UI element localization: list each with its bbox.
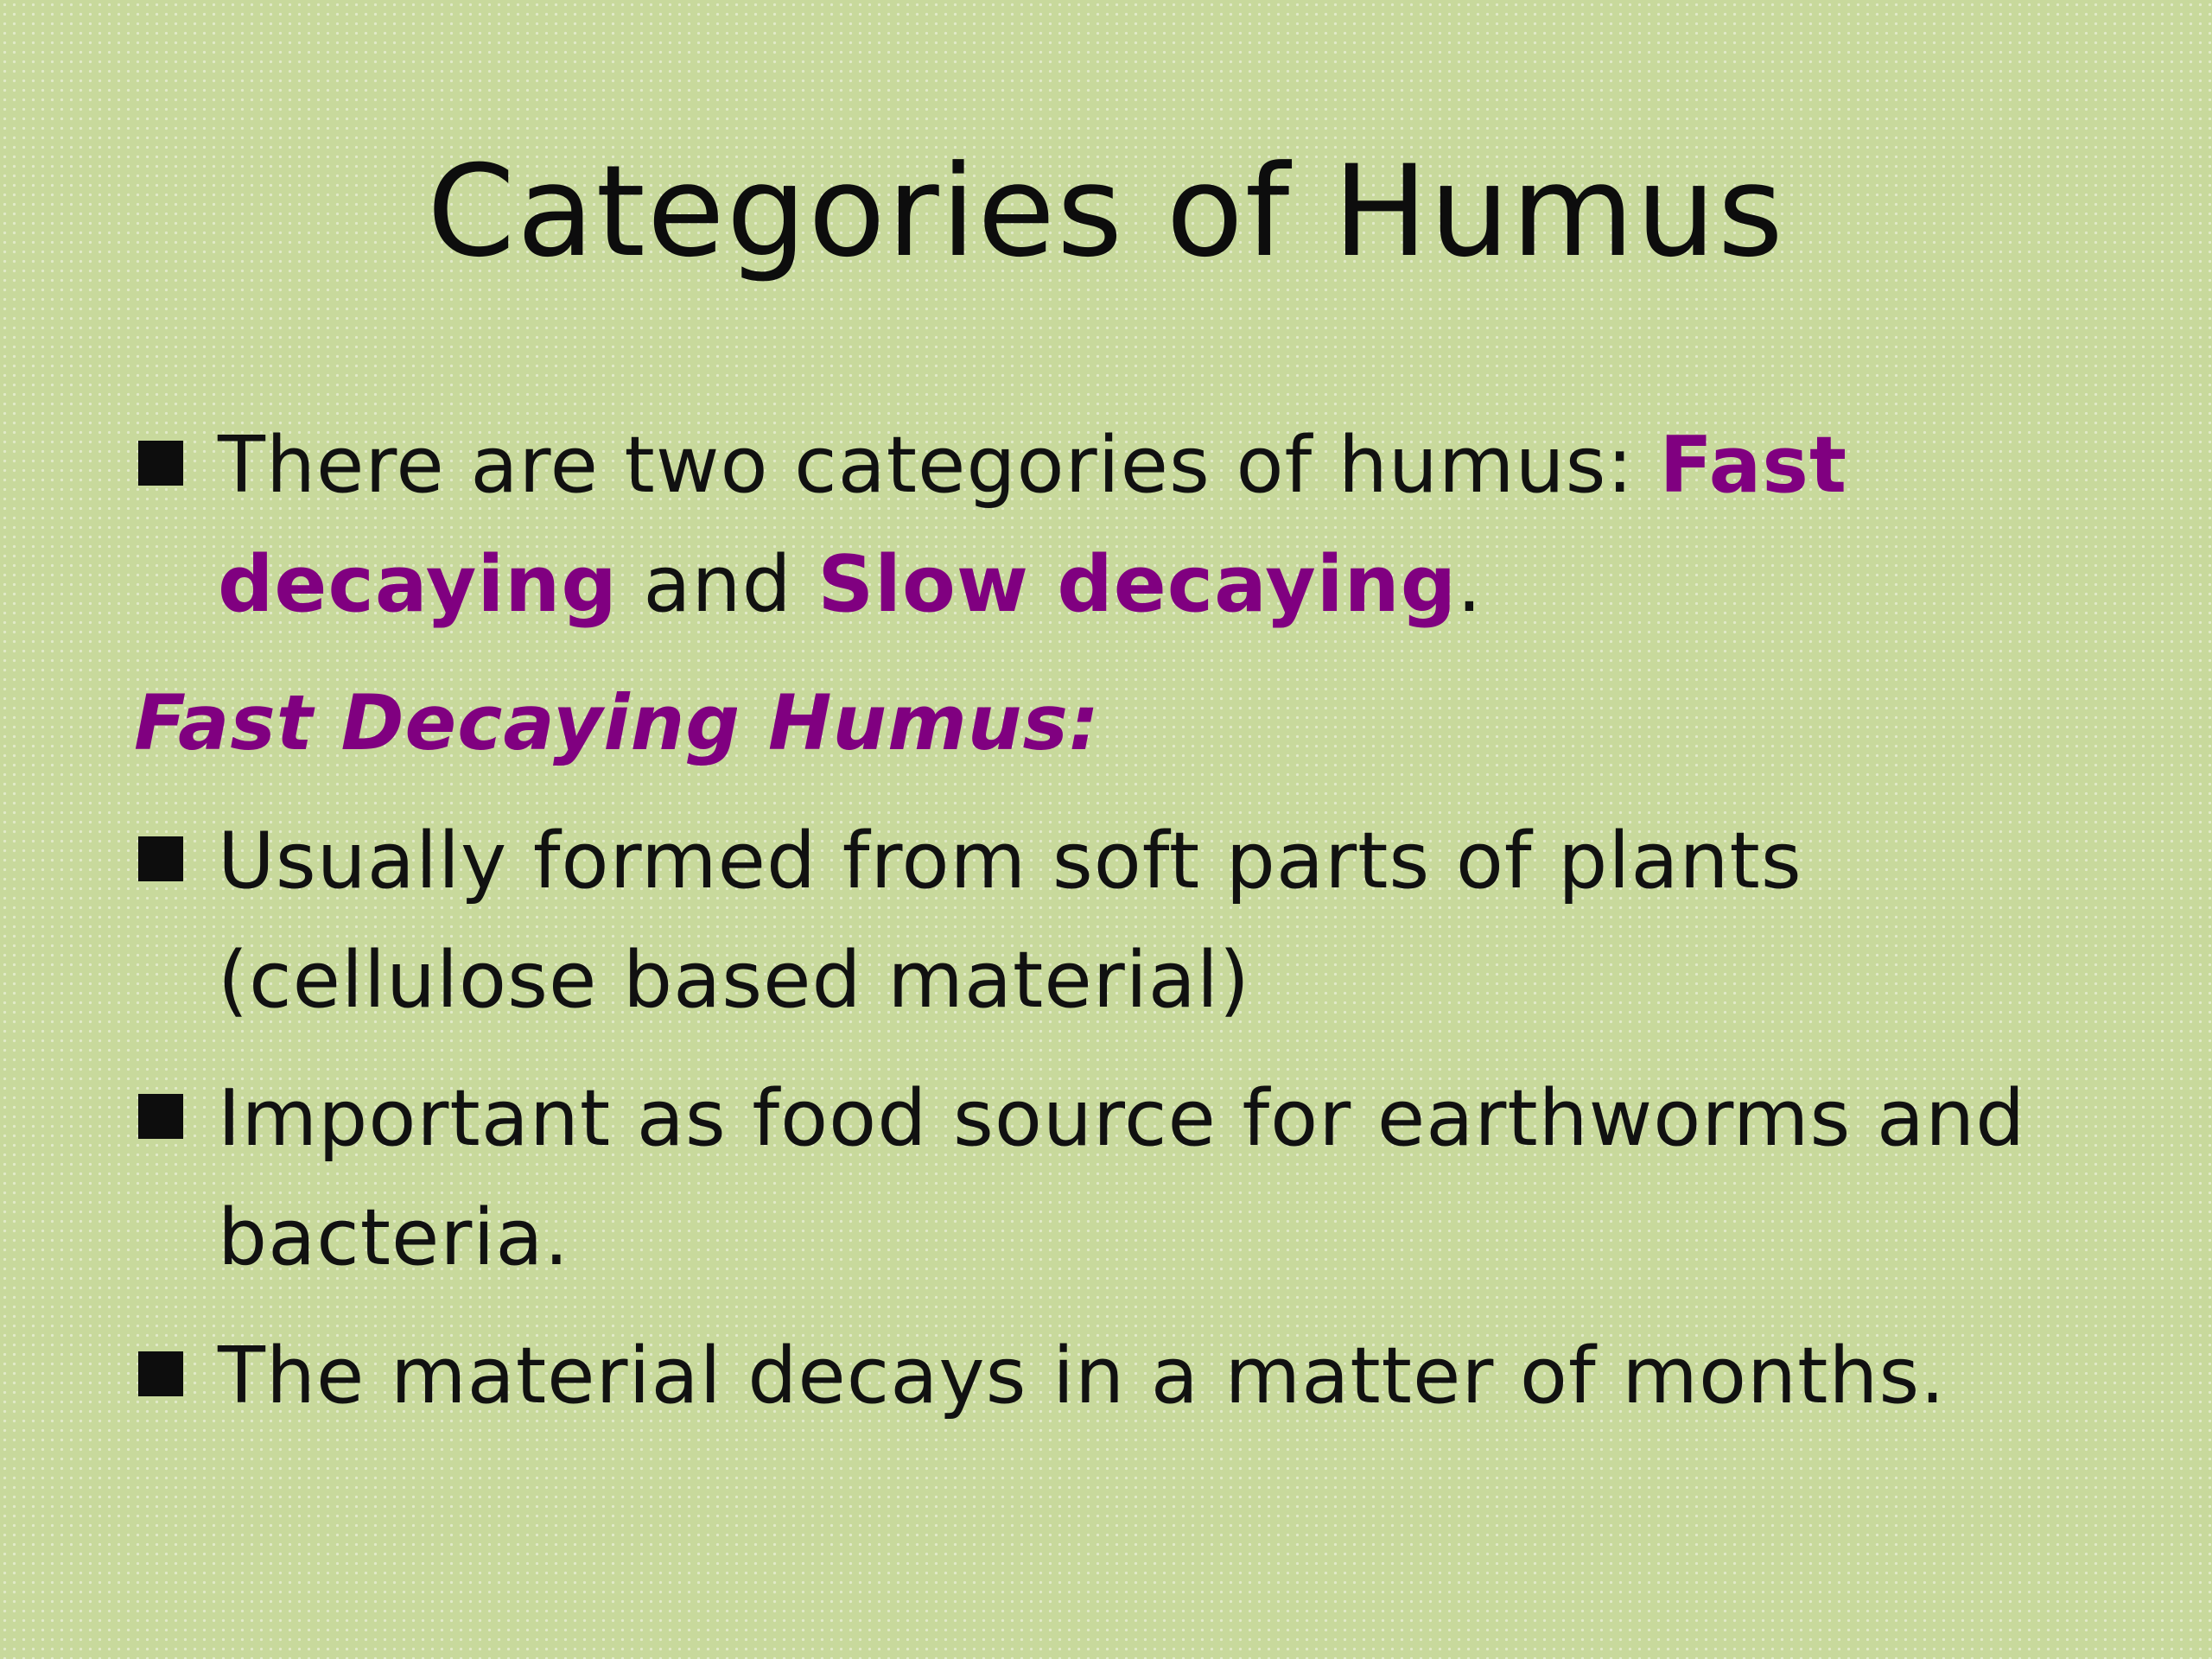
slide-title: Categories of Humus bbox=[427, 138, 1785, 285]
bullet-item bbox=[134, 1059, 2121, 1298]
square-bullet-icon bbox=[138, 1351, 183, 1396]
intro-text-before: There are two categories of humus: bbox=[218, 420, 1660, 511]
bullet-text: Important as food source for earthworms and bacteria. bbox=[218, 1073, 2026, 1283]
intro-text-middle: and bbox=[617, 539, 818, 630]
bullet-text: Usually formed from soft parts of plants (cellulose based material) bbox=[218, 816, 1802, 1026]
bullet-intro bbox=[134, 406, 2121, 645]
intro-text-after: . bbox=[1457, 539, 1483, 630]
bullet-text: The material decays in a matter of months. bbox=[218, 1331, 1946, 1421]
bullet-item bbox=[134, 1317, 2121, 1436]
square-bullet-icon bbox=[138, 1094, 183, 1139]
slide-content bbox=[134, 406, 2121, 1455]
intro-highlight-slow: Slow decaying bbox=[817, 539, 1458, 630]
bullet-item bbox=[134, 802, 2121, 1040]
square-bullet-icon bbox=[138, 836, 183, 881]
intro-highlight-fast: Fast decaying bbox=[218, 420, 1847, 630]
subheading-fast-decaying: Fast Decaying Humus: bbox=[134, 678, 1101, 767]
square-bullet-icon bbox=[138, 441, 183, 486]
